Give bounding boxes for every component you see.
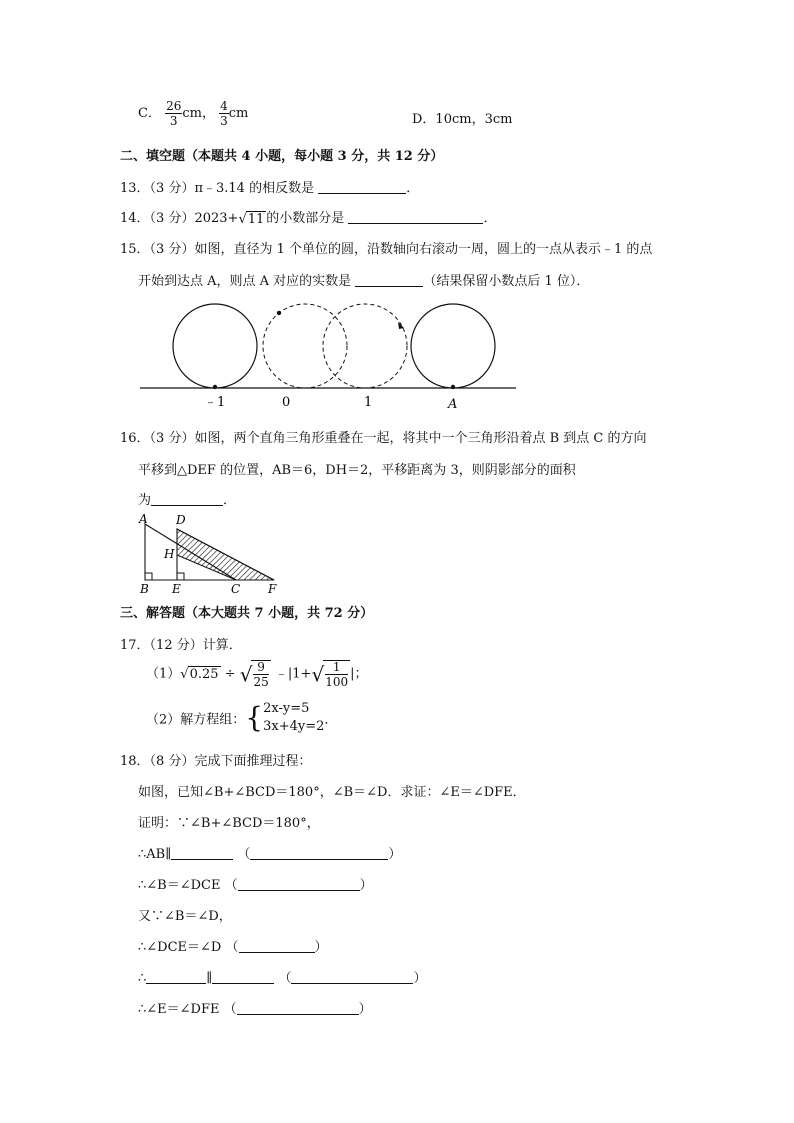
sqrt-0-25: √0.25 (180, 667, 219, 682)
q16-line2: 平移到△DEF 的位置，AB＝6，DH＝2，平移距离为 3，则阴影部分的面积 (138, 463, 576, 478)
answer-blank[interactable] (348, 210, 483, 224)
q18-step1: ∴AB∥ （ ） (138, 847, 402, 862)
q18-step6: ∴∠E＝∠DFE （ ） (138, 1002, 372, 1017)
label-d: D (176, 513, 186, 527)
q18-given: 如图，已知∠B+∠BCD＝180°，∠B＝∠D．求证：∠E＝∠DFE． (138, 785, 526, 800)
q14: 14．（3 分）2023+√11 的小数部分是 ． (120, 211, 497, 227)
q16-line3: 为 ． (138, 493, 237, 508)
reason-blank[interactable] (291, 970, 413, 984)
q18-proof-start: 证明：∵∠B+∠BCD＝180°， (138, 816, 320, 831)
point-a (451, 385, 455, 389)
brace-icon: { (245, 701, 264, 734)
circle-start (173, 304, 257, 388)
triangle-abc (145, 524, 236, 580)
label-e: E (172, 582, 181, 596)
sqrt-11: √11 (238, 211, 265, 227)
section2-heading: 二、填空题（本题共 4 小题，每小题 3 分，共 12 分） (120, 149, 444, 164)
option-c-label: C． (138, 106, 161, 121)
q15-line1: 15．（3 分）如图，直径为 1 个单位的圆，沿数轴向右滚动一周，圆上的一点从表示﹣1 的点 (120, 242, 653, 257)
q18-title: 18．（8 分）完成下面推理过程： (120, 754, 312, 769)
q17-title: 17．（12 分）计算． (120, 638, 242, 653)
circle-end (411, 304, 495, 388)
rolling-circle-figure (140, 298, 520, 416)
label-h: H (164, 547, 175, 561)
right-angle-e (177, 573, 184, 580)
axis-label-minus1: ﹣1 (204, 395, 226, 410)
q16-line1: 16．（3 分）如图，两个直角三角形重叠在一起，将其中一个三角形沿着点 B 到点 C 的方向 (120, 431, 647, 446)
axis-label-1: 1 (364, 395, 373, 410)
q17-part2: （2）解方程组：{ 2x-y=5 3x+4y=2 ． (146, 701, 338, 734)
axis-label-0: 0 (282, 395, 291, 410)
label-c: C (231, 582, 241, 596)
q13: 13．（3 分）π﹣3.14 的相反数是 ． (120, 181, 420, 196)
q17-part1: （1）√0.25 ÷ √ $\frac{9}{25}$ ﹣|1+√ $\frac{1}{100}$ |； (146, 660, 368, 689)
reason-blank[interactable] (239, 939, 315, 953)
answer-blank[interactable] (146, 970, 206, 984)
section3-heading: 三、解答题（本大题共 7 小题，共 72 分） (120, 606, 374, 621)
answer-blank[interactable] (171, 846, 233, 860)
answer-blank[interactable] (318, 180, 406, 194)
q12-option-d: D．10cm，3cm (412, 112, 513, 127)
q18-step3: 又∵∠B＝∠D， (138, 909, 232, 924)
circle-dashed-2 (323, 304, 407, 388)
label-f: F (268, 582, 277, 596)
answer-blank[interactable] (355, 273, 423, 287)
q15-line2: 开始到达点 A，则点 A 对应的实数是 （结果保留小数点后 1 位）． (138, 274, 590, 289)
fraction-4-3: $\frac{4}{3}$ (220, 99, 228, 128)
q18-step2: ∴∠B＝∠DCE （ ） (138, 878, 373, 893)
reason-blank[interactable] (238, 877, 360, 891)
point-start (213, 385, 217, 389)
right-angle-b (145, 573, 152, 580)
point-moving (277, 311, 281, 315)
arrow-head-icon (398, 322, 404, 329)
answer-blank[interactable] (212, 970, 274, 984)
q12-option-c: C． $\frac{26}{3}$ cm， $\frac{4}{3}$ cm (138, 99, 249, 128)
label-a: A (139, 512, 148, 526)
sqrt-1-100: √ $\frac{1}{100}$ (311, 660, 349, 689)
reason-blank[interactable] (237, 1001, 359, 1015)
q18-step5: ∴ ∥ （ ） (138, 971, 427, 986)
axis-label-a: A (448, 397, 458, 412)
triangle-figure (136, 512, 286, 596)
label-b: B (140, 582, 149, 596)
q18-step4: ∴∠DCE＝∠D （ ） (138, 940, 328, 955)
sqrt-9-25: √ $\frac{9}{25}$ (239, 660, 269, 689)
reason-blank[interactable] (250, 846, 388, 860)
equation-system: 2x-y=5 3x+4y=2 (263, 701, 325, 734)
answer-blank[interactable] (151, 492, 223, 506)
fraction-26-3: $\frac{26}{3}$ (166, 99, 182, 128)
